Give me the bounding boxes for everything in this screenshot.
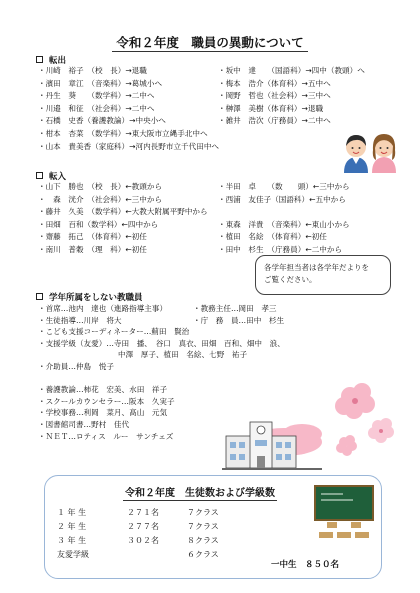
grade-row: ２ 年 生 ２７７名 ７クラス (57, 522, 219, 531)
list-item: ・川崎 裕子 （校 長）→退職 (38, 66, 147, 75)
outgoing-list-right (218, 65, 365, 128)
incoming-list-left (38, 181, 208, 257)
list-item: ・藤井 久美 （数学科）←大教大附属平野中から (38, 207, 208, 217)
list-item: ・南川 普穀 （理 科）←初任 (38, 244, 147, 254)
total-students: 一中生 ８５０名 (271, 560, 340, 570)
list-item: ・濱田 章江 （音楽科）→葛城小へ (38, 78, 163, 88)
list-item: ・田中 杉生 （庁務員）←二中から (218, 244, 343, 254)
list-item: ・齋藤 拓己 （体育科）←初任 (38, 232, 147, 242)
note-line: ご覧ください。 (264, 275, 317, 284)
note-line: 各学年担当者は各学年だよりを (264, 263, 369, 272)
list-item: ・川邉 和征 （社会科）→二中へ (38, 103, 155, 113)
outgoing-list-left (38, 65, 219, 153)
spacer (38, 373, 285, 385)
list-item: ・西浦 友佳子（国語科）←五中から (218, 194, 346, 204)
stats-title: 令和２年度 生徒数および学級数 (125, 484, 275, 499)
list-item: ・生徒指導…川岸 将大 ・庁 務 員…田中 杉生 (38, 315, 285, 325)
square-bullet-icon (36, 56, 43, 63)
list-item: ・梅本 浩介（体育科）→五中へ (218, 78, 331, 88)
classroom-illustration (313, 484, 375, 544)
grade-row: 友愛学級 ６クラス (57, 550, 219, 559)
student-stats-panel (44, 475, 382, 579)
list-item: ・丹生 葵 （数学科）→二中へ (38, 91, 155, 101)
list-item: ・支援学級（友愛）…寺田 播、 谷口 真衣、田畑 百和、畑中 浪、 (38, 338, 285, 348)
list-item: ・田畑 百和（数学科）←四中から (38, 219, 159, 229)
square-bullet-icon (36, 293, 43, 300)
list-item: ・半田 卓 （数 頭）←三中から (218, 182, 350, 191)
grade-row: ３ 年 生 ３０２名 ８クラス (57, 536, 219, 545)
list-item: ・石橋 史香（養護教論）→中央小へ (38, 116, 166, 126)
list-item: ・介助員…仲島 悦子 (38, 361, 114, 371)
section-heading-staff: 学年所属をしない教職員 (36, 291, 143, 303)
list-item: ・柑本 杏菜 （数学科）→東大阪市立縄手北中へ (38, 128, 208, 138)
list-item: ・スクールカウンセラー…阪本 久実子 (38, 396, 175, 406)
school-building-illustration (222, 412, 332, 472)
incoming-list-right (218, 181, 350, 257)
list-item: ・山本 貴美香（家庭科）→河内長野市立千代田中へ (38, 141, 220, 151)
list-item: ・図書館司書…野村 佳代 (38, 419, 130, 429)
list-item: ・首席…池内 達也（進路指導主事） ・教務主任…岡田 孝三 (38, 304, 277, 313)
list-item (218, 206, 350, 219)
grade-row: １ 年 生 ２７１名 ７クラス (57, 508, 219, 517)
page-title: 令和２年度 職員の異動について (0, 33, 420, 51)
square-bullet-icon (36, 172, 43, 179)
cherry-blossom-icon (330, 382, 400, 462)
list-item: ・植田 名絵 （体育科）←初任 (218, 232, 327, 242)
list-item: ・坂中 達 （国語科）→四中（教頭）へ (218, 66, 365, 75)
list-item: ・こども支援コーディネーター…薊田 賢治 (38, 327, 190, 337)
list-item: ・山下 勝也 （校 長）←教頭から (38, 182, 163, 191)
section-heading-incoming: 転入 (36, 170, 66, 182)
list-item: ・養護教論…柿花 宏美、水田 祥子 (38, 385, 168, 395)
teachers-illustration (340, 128, 400, 173)
section-heading-outgoing: 転出 (36, 54, 66, 66)
list-item: ・榊澤 美樹（体育科）→退職 (218, 103, 324, 113)
grade-newsletter-note (255, 255, 391, 295)
list-item: ・雑井 浩次（庁務員）→二中へ (218, 116, 331, 126)
list-item: ・東森 洋貴 （音楽科）←東山小から (218, 219, 350, 229)
list-item: ・ 森 洸介 （社会科）←三中から (38, 194, 163, 204)
list-item: ・岡野 哲也（社会科）→三中へ (218, 91, 331, 101)
list-item: ・学校事務…利岡 菜月、髙山 元気 (38, 408, 168, 418)
list-item: 中澤 厚子、植田 名絵、七野 祐子 (118, 350, 248, 360)
list-item: ・ＮＥＴ…ロティス ルー サンチェズ (38, 431, 174, 441)
